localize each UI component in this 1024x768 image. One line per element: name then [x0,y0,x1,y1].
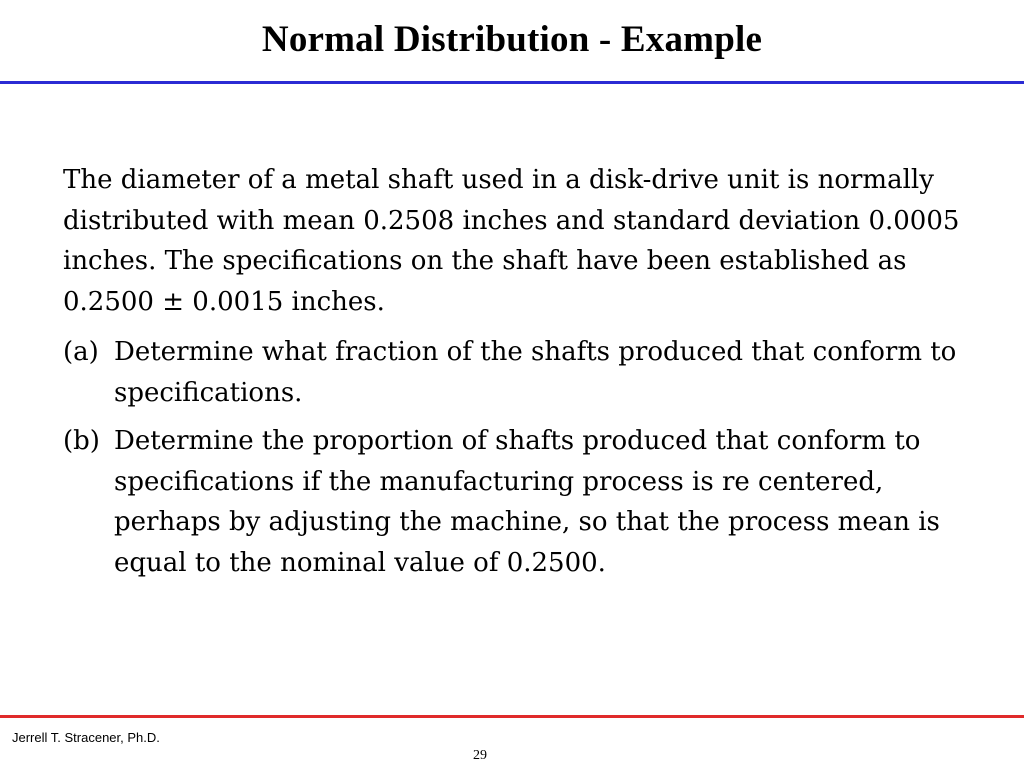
page-number: 29 [473,748,487,763]
slide-title: Normal Distribution - Example [261,19,763,60]
author-name: Jerrell T. Stracener, Ph.D. [12,730,160,745]
slide-body [63,160,963,591]
problem-statement: The diameter of a metal shaft used in a disk-drive unit is normally distributed with mean 0.2508 inches and standard deviation 0.0005 inches. The specifications on the shaft have been established as 0.2500 ± 0.0015 inches. [63,165,960,317]
question-b-text: Determine the proportion of shafts produced that conform to specifications if the manufacturing process is re centered, perhaps by adjusting the machine, so that the process mean is equal to the nominal value of 0.2500. [114,426,940,578]
question-b-label: (b) [63,426,100,456]
title-divider [0,81,1024,84]
question-a [63,332,963,413]
question-a-text: Determine what fraction of the shafts produced that conform to specifications. [114,337,957,408]
question-b [63,421,963,583]
question-a-label: (a) [63,337,99,367]
footer-divider [0,715,1024,718]
